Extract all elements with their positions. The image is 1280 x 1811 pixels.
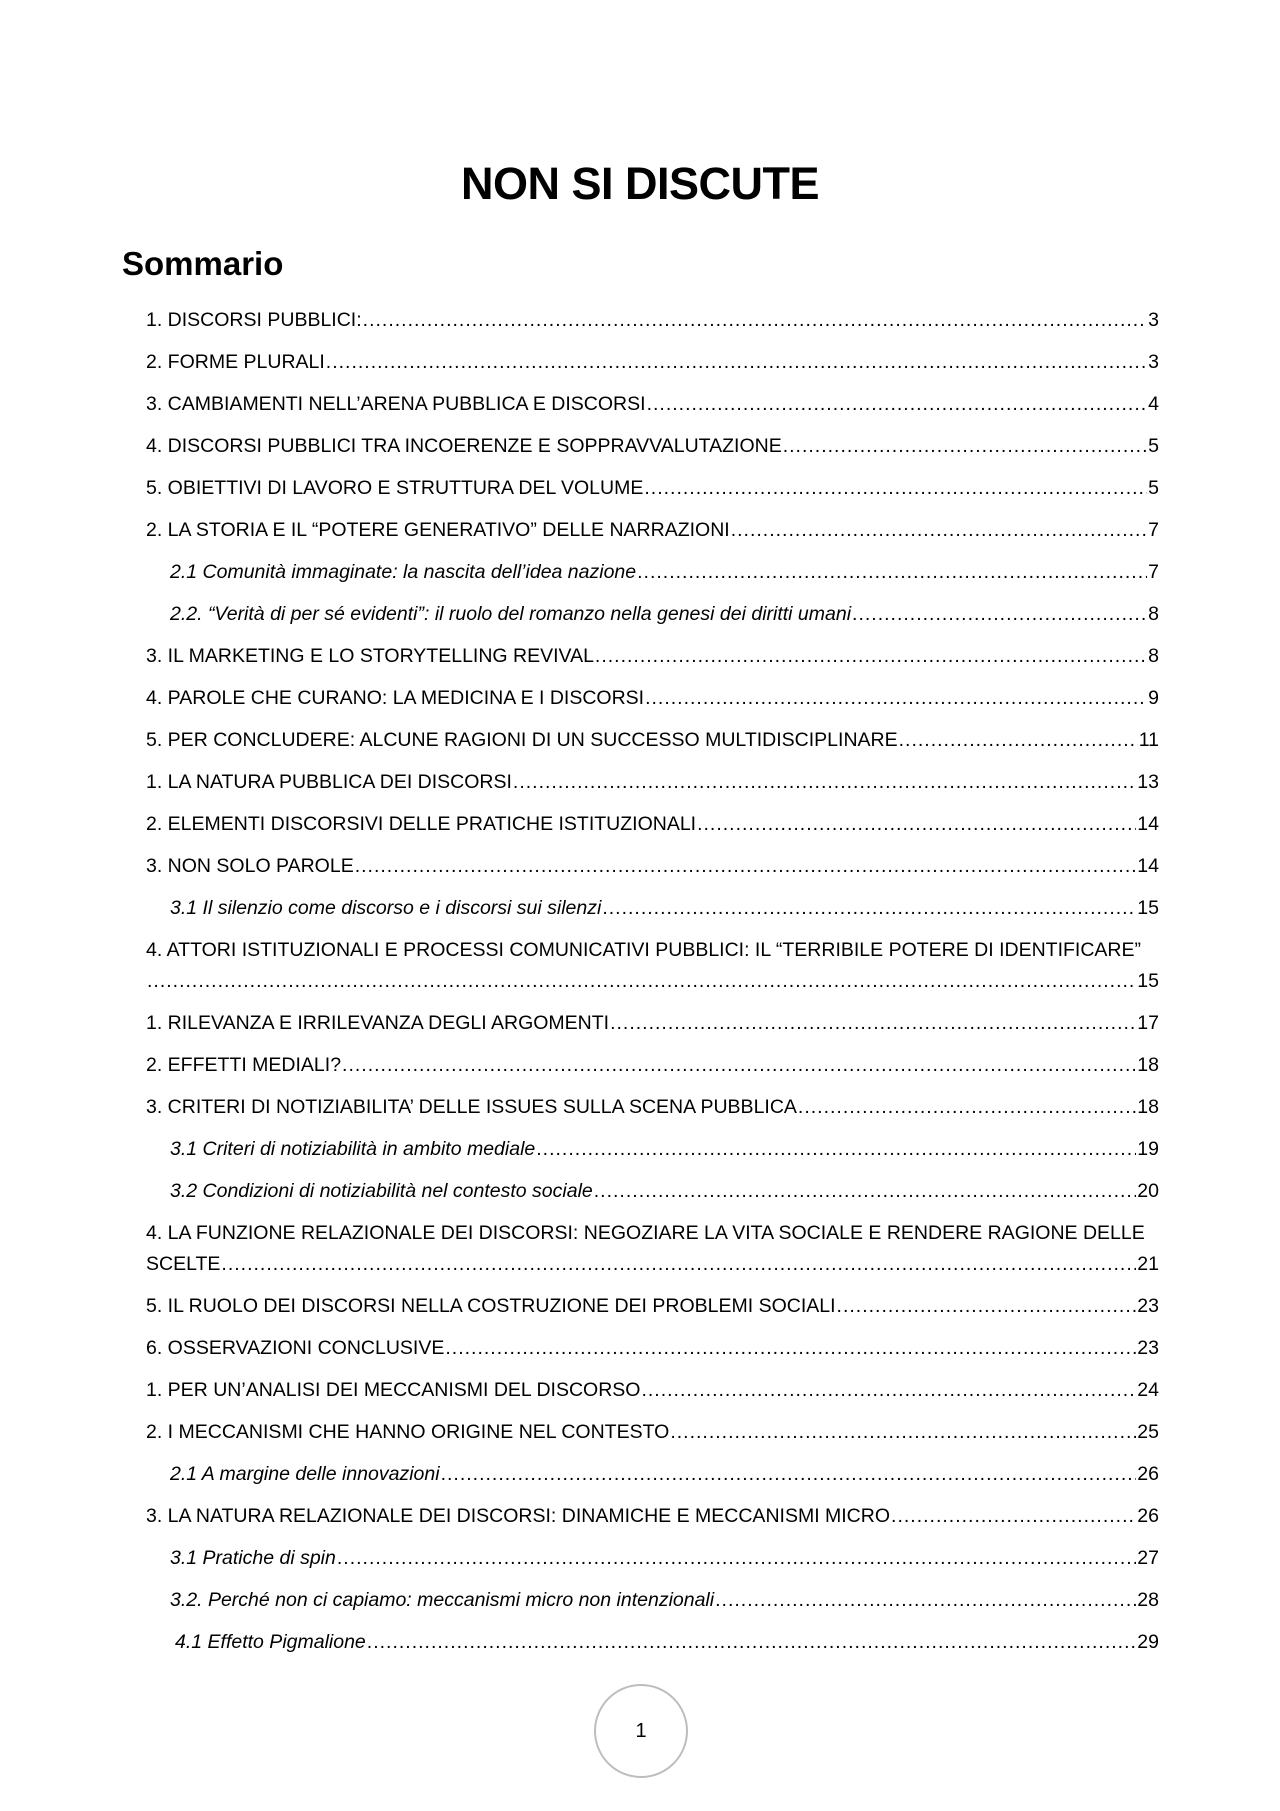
toc-leader-dots — [445, 1334, 1136, 1362]
toc-entry-wrapped[interactable] — [146, 936, 1159, 995]
toc-entry-title: 4. PAROLE CHE CURANO: LA MEDICINA E I DISCORSI — [146, 687, 645, 709]
toc-entry-title: 1. DISCORSI PUBBLICI: — [146, 309, 362, 331]
toc-entry-title: 3. NON SOLO PAROLE — [146, 855, 354, 877]
toc-leader-dots — [602, 894, 1136, 922]
toc-entry-page: 18 — [1137, 1054, 1159, 1076]
toc-leader-dots — [355, 852, 1137, 880]
toc-entry-title: 5. IL RUOLO DEI DISCORSI NELLA COSTRUZIONE DEI PROBLEMI SOCIALI — [146, 1295, 836, 1317]
toc-leader-dots — [610, 1009, 1136, 1037]
toc-heading: Sommario — [122, 245, 284, 282]
toc-entry-title: 1. RILEVANZA E IRRILEVANZA DEGLI ARGOMENTI — [146, 1012, 610, 1034]
toc-leader-dots — [697, 810, 1136, 838]
toc-entry-title: 3.1 Criteri di notiziabilità in ambito mediale — [170, 1138, 536, 1160]
toc-subentry[interactable] — [170, 1177, 1159, 1205]
toc-entry-page: 14 — [1137, 813, 1159, 835]
toc-leader-dots — [641, 1376, 1136, 1404]
toc-entry-page: 8 — [1148, 645, 1159, 667]
toc-entry[interactable] — [146, 474, 1159, 502]
toc-entry-title: 4. DISCORSI PUBBLICI TRA INCOERENZE E SOPPRAVVALUTAZIONE — [146, 435, 782, 457]
toc-subentry[interactable] — [170, 1135, 1159, 1163]
toc-leader-dots — [644, 474, 1147, 502]
toc-entry-title: 2.1 A margine delle innovazioni — [170, 1463, 440, 1485]
toc-entry-title: 3. IL MARKETING E LO STORYTELLING REVIVAL — [146, 645, 594, 667]
toc-leader-dots — [852, 600, 1147, 628]
toc-subentry[interactable] — [170, 1544, 1159, 1572]
toc-entry-title: 3. CAMBIAMENTI NELL’ARENA PUBBLICA E DISCORSI — [146, 393, 646, 415]
toc-leader-dots — [837, 1292, 1137, 1320]
toc-entry-page: 5 — [1148, 435, 1159, 457]
toc-leader-dots — [337, 1544, 1136, 1572]
toc-leader-dots — [595, 642, 1147, 670]
toc-entry-wrapped[interactable] — [146, 1219, 1159, 1278]
toc-entry-page: 8 — [1148, 603, 1159, 625]
toc-leader-dots — [647, 390, 1148, 418]
toc-entry-page: 21 — [1137, 1253, 1159, 1275]
toc-leader-dots — [891, 1502, 1136, 1530]
toc-subentry[interactable] — [170, 558, 1159, 586]
toc-entry[interactable] — [146, 684, 1159, 712]
toc-entry-title: 2. I MECCANISMI CHE HANNO ORIGINE NEL CONTESTO — [146, 1421, 670, 1443]
toc-entry[interactable] — [146, 810, 1159, 838]
toc-entry[interactable] — [146, 516, 1159, 544]
toc-leader-dots — [367, 1628, 1137, 1656]
toc-entry-title: 5. OBIETTIVI DI LAVORO E STRUTTURA DEL VOLUME — [146, 477, 644, 499]
toc-leader-dots — [645, 684, 1147, 712]
toc-entry-page: 7 — [1148, 519, 1159, 541]
toc-entry-page: 25 — [1137, 1421, 1159, 1443]
toc-subentry[interactable] — [170, 1586, 1159, 1614]
toc-entry-title-line1: 4. LA FUNZIONE RELAZIONALE DEI DISCORSI: NEGOZIARE LA VITA SOCIALE E RENDERE RAGIONE DELLE — [146, 1222, 1145, 1244]
toc-entry-page: 20 — [1137, 1180, 1159, 1202]
toc-subentry[interactable] — [170, 600, 1159, 628]
toc-leader-dots — [363, 306, 1147, 334]
toc-entry-title: 2. FORME PLURALI — [146, 351, 325, 373]
toc-entry-page: 3 — [1148, 309, 1159, 331]
toc-entry-page: 5 — [1148, 477, 1159, 499]
toc-entry[interactable] — [146, 1502, 1159, 1530]
toc-entry-page: 26 — [1137, 1463, 1159, 1485]
toc-entry-title: 2.1 Comunità immaginate: la nascita dell’idea nazione — [170, 561, 637, 583]
toc-entry[interactable] — [146, 348, 1159, 376]
toc-leader-dots — [441, 1460, 1137, 1488]
toc-entry[interactable] — [146, 390, 1159, 418]
toc-entry-title: 2. ELEMENTI DISCORSIVI DELLE PRATICHE ISTITUZIONALI — [146, 813, 697, 835]
toc-entry-title: 2.2. “Verità di per sé evidenti”: il ruolo del romanzo nella genesi dei diritti umani — [170, 603, 852, 625]
toc-leader-dots — [670, 1418, 1136, 1446]
toc-entry-title: 3.1 Pratiche di spin — [170, 1547, 336, 1569]
toc-entry[interactable] — [146, 1418, 1159, 1446]
toc-entry-title: 4.1 Effetto Pigmalione — [175, 1631, 366, 1653]
toc-entry-page: 26 — [1137, 1505, 1159, 1527]
toc-entry-title: 1. PER UN’ANALISI DEI MECCANISMI DEL DISCORSO — [146, 1379, 641, 1401]
toc-entry[interactable] — [146, 1093, 1159, 1121]
toc-entry-page: 24 — [1137, 1379, 1159, 1401]
toc-entry[interactable] — [146, 1292, 1159, 1320]
toc-entry-title: 3.1 Il silenzio come discorso e i discorsi sui silenzi — [170, 897, 602, 919]
toc-leader-dots — [731, 516, 1147, 544]
toc-entry[interactable] — [146, 1376, 1159, 1404]
toc-entry-page: 13 — [1137, 771, 1159, 793]
toc-leader-dots — [536, 1135, 1136, 1163]
toc-entry[interactable] — [146, 852, 1159, 880]
toc-entry[interactable] — [146, 726, 1159, 754]
toc-entry-title: 2. EFFETTI MEDIALI? — [146, 1054, 342, 1076]
toc-entry[interactable] — [146, 1334, 1159, 1362]
toc-entry-page: 14 — [1137, 855, 1159, 877]
toc-entry-page: 19 — [1137, 1138, 1159, 1160]
toc-entry[interactable] — [146, 768, 1159, 796]
toc-entry-page: 28 — [1137, 1589, 1159, 1611]
toc-leader-dots — [147, 967, 1136, 995]
toc-entry[interactable] — [146, 306, 1159, 334]
toc-leader-dots — [513, 768, 1136, 796]
toc-entry-title: 3.2. Perché non ci capiamo: meccanismi micro non intenzionali — [170, 1589, 715, 1611]
toc-entry[interactable] — [146, 1009, 1159, 1037]
toc-entry[interactable] — [146, 1051, 1159, 1079]
toc-entry-title: 3.2 Condizioni di notiziabilità nel contesto sociale — [170, 1180, 593, 1202]
toc-entry[interactable] — [146, 432, 1159, 460]
toc-entry-title-line1: 4. ATTORI ISTITUZIONALI E PROCESSI COMUNICATIVI PUBBLICI: IL “TERRIBILE POTERE DI IDENTIFICARE” — [146, 939, 1142, 961]
toc-entry-page: 18 — [1137, 1096, 1159, 1118]
toc-leader-dots — [715, 1586, 1136, 1614]
toc-entry-page: 23 — [1137, 1295, 1159, 1317]
toc-leader-dots — [326, 348, 1147, 376]
toc-entry-page: 29 — [1137, 1631, 1159, 1653]
toc-entry-page: 15 — [1137, 897, 1159, 919]
toc-entry-title: 3. LA NATURA RELAZIONALE DEI DISCORSI: DINAMICHE E MECCANISMI MICRO — [146, 1505, 891, 1527]
toc-entry-page: 7 — [1148, 561, 1159, 583]
toc-entry[interactable] — [146, 642, 1159, 670]
toc-leader-dots — [798, 1093, 1136, 1121]
toc-leader-dots — [594, 1177, 1137, 1205]
toc-entry-title: 1. LA NATURA PUBBLICA DEI DISCORSI — [146, 771, 512, 793]
toc-subentry[interactable] — [170, 894, 1159, 922]
toc-entry-page: 9 — [1148, 687, 1159, 709]
toc-subentry[interactable] — [175, 1628, 1159, 1656]
toc-entry-title: 6. OSSERVAZIONI CONCLUSIVE — [146, 1337, 445, 1359]
page-number: 1 — [594, 1684, 688, 1778]
toc-entry-line2 — [146, 1250, 1159, 1278]
toc-entry-page: 3 — [1148, 351, 1159, 373]
toc-entry-title-line2: SCELTE — [146, 1253, 221, 1275]
toc-leader-dots — [637, 558, 1147, 586]
toc-leader-dots — [783, 432, 1147, 460]
toc-leader-dots — [899, 726, 1138, 754]
toc-entry-page: 23 — [1137, 1337, 1159, 1359]
toc-entry-line2 — [146, 967, 1159, 995]
document-title: NON SI DISCUTE — [460, 158, 820, 209]
toc-entry-title: 2. LA STORIA E IL “POTERE GENERATIVO” DELLE NARRAZIONI — [146, 519, 730, 541]
toc-entry-page: 4 — [1148, 393, 1159, 415]
toc-subentry[interactable] — [170, 1460, 1159, 1488]
toc-entry-page: 27 — [1137, 1547, 1159, 1569]
toc-leader-dots — [342, 1051, 1136, 1079]
toc-leader-dots — [221, 1250, 1136, 1278]
toc-entry-page: 11 — [1138, 729, 1159, 751]
toc-entry-title: 5. PER CONCLUDERE: ALCUNE RAGIONI DI UN SUCCESSO MULTIDISCIPLINARE — [146, 729, 898, 751]
toc-entry-page: 15 — [1137, 970, 1159, 992]
toc-entry-page: 17 — [1137, 1012, 1159, 1034]
toc-entry-title: 3. CRITERI DI NOTIZIABILITA’ DELLE ISSUES SULLA SCENA PUBBLICA — [146, 1096, 797, 1118]
